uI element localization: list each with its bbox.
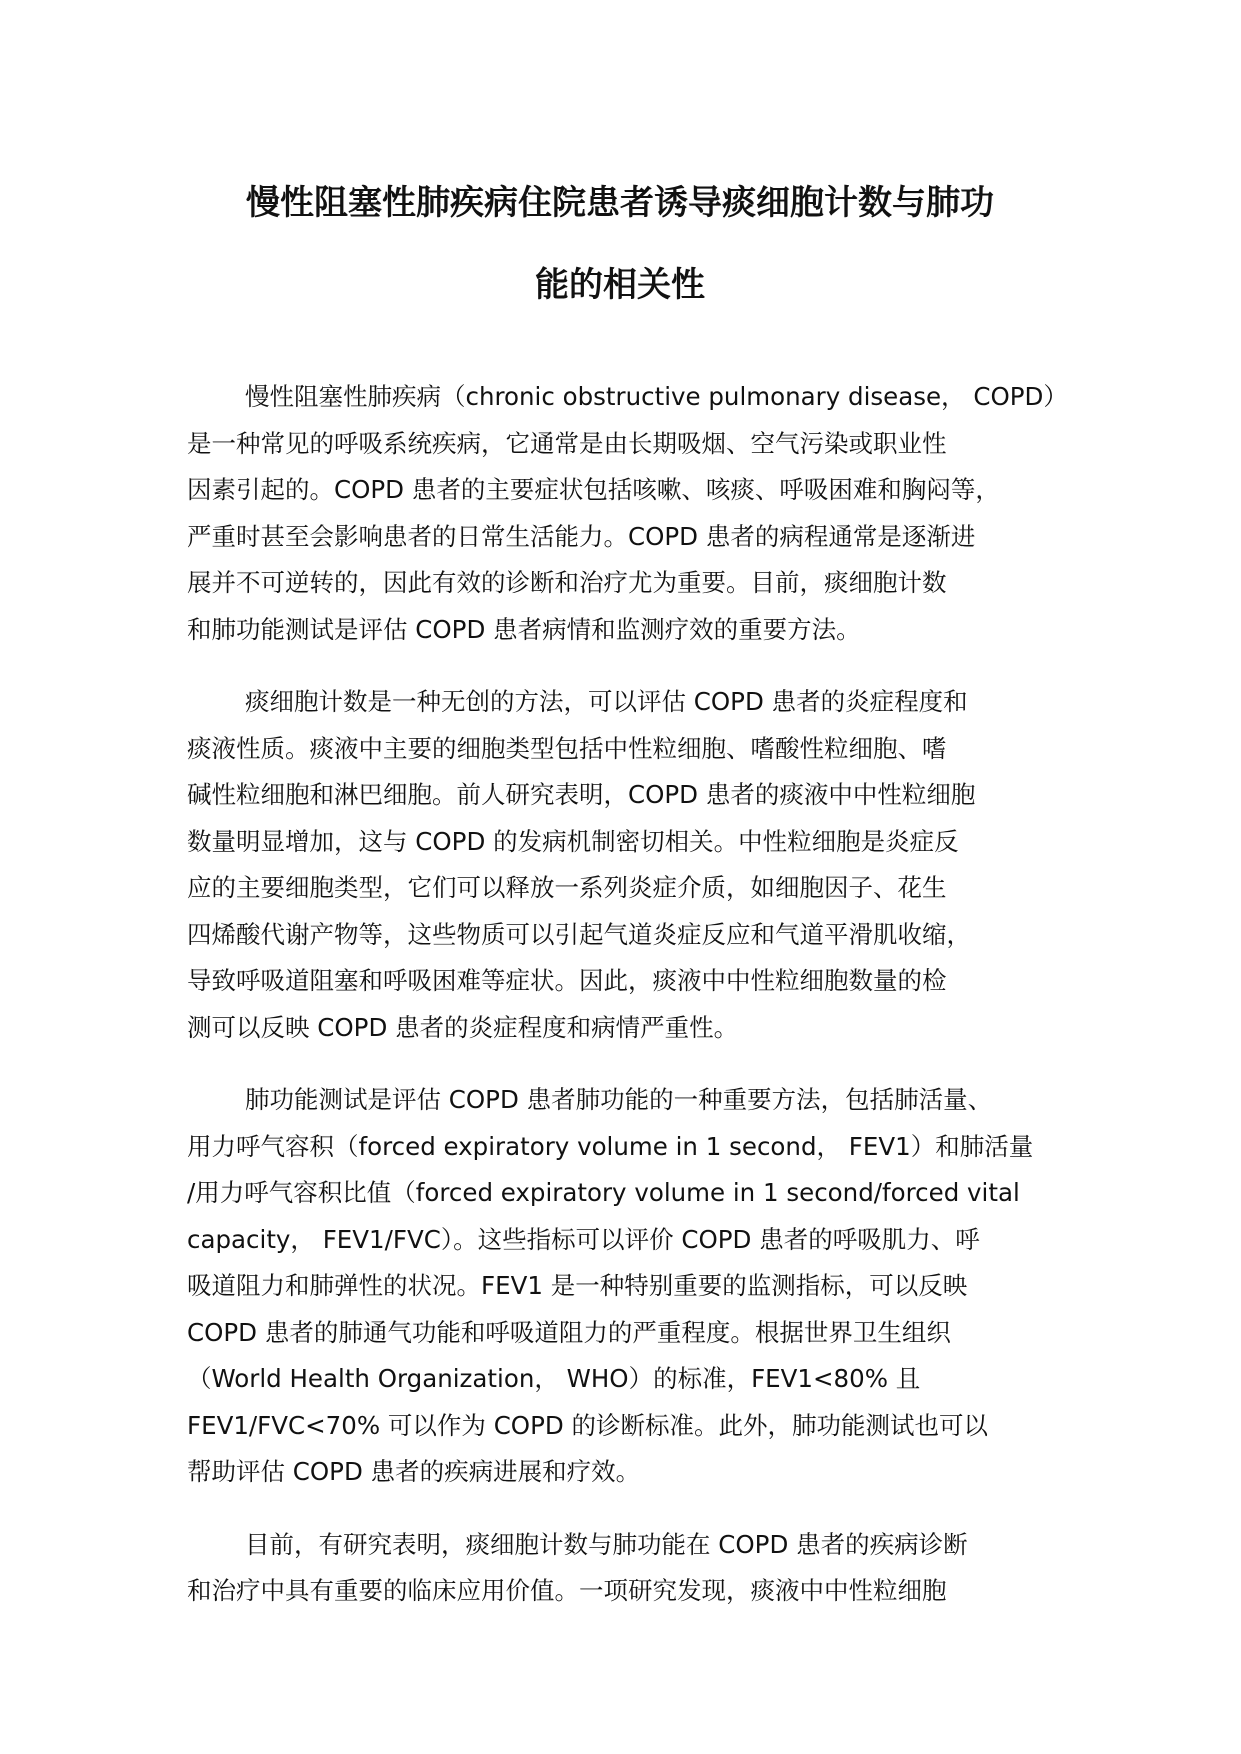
paragraph-2 — [187, 679, 1087, 1051]
text-line: 四烯酸代谢产物等，这些物质可以引起气道炎症反应和气道平滑肌收缩， — [187, 919, 971, 949]
text-line: 痰细胞计数是一种无创的方法，可以评估 COPD 患者的炎症程度和 — [245, 687, 968, 716]
text-line: FEV1/FVC<70% 可以作为 COPD 的诊断标准。此外，肺功能测试也可以 — [187, 1410, 989, 1440]
text-line: 因素引起的。COPD 患者的主要症状包括咳嗽、咳痰、呼吸困难和胸闷等， — [187, 475, 1000, 504]
document-title-line-2: 能的相关性 — [535, 265, 705, 305]
text-line: 应的主要细胞类型，它们可以释放一系列炎症介质，如细胞因子、花生 — [187, 873, 947, 902]
text-line: 和肺功能测试是评估 COPD 患者病情和监测疗效的重要方法。 — [187, 614, 861, 644]
text-line: 目前，有研究表明，痰细胞计数与肺功能在 COPD 患者的疾病诊断 — [245, 1529, 968, 1559]
text-line: capacity， FEV1/FVC）。这些指标可以评价 COPD 患者的呼吸肌力、呼 — [187, 1224, 980, 1254]
text-line: 是一种常见的呼吸系统疾病，它通常是由长期吸烟、空气污染或职业性 — [187, 428, 947, 458]
text-line: 测可以反映 COPD 患者的炎症程度和病情严重性。 — [187, 1012, 739, 1042]
document-title-line-1: 慢性阻塞性肺疾病住院患者诱导痰细胞计数与肺功 — [246, 183, 994, 223]
text-line: 展并不可逆转的，因此有效的诊断和治疗尤为重要。目前，痰细胞计数 — [187, 568, 947, 597]
paragraph-4 — [187, 1522, 1087, 1615]
text-line: /用力呼气容积比值（forced expiratory volume in 1 second/forced vital — [187, 1178, 1020, 1207]
text-line: 用力呼气容积（forced expiratory volume in 1 second， FEV1）和肺活量 — [187, 1131, 1034, 1161]
paragraph-1 — [187, 374, 1087, 653]
text-line: 吸道阻力和肺弹性的状况。FEV1 是一种特别重要的监测指标，可以反映 — [187, 1271, 968, 1300]
text-line: 痰液性质。痰液中主要的细胞类型包括中性粒细胞、嗜酸性粒细胞、嗜 — [187, 733, 947, 763]
text-line: 和治疗中具有重要的临床应用价值。一项研究发现，痰液中中性粒细胞 — [187, 1576, 947, 1605]
text-line: 数量明显增加，这与 COPD 的发病机制密切相关。中性粒细胞是炎症反 — [187, 826, 959, 856]
text-line: 帮助评估 COPD 患者的疾病进展和疗效。 — [187, 1457, 641, 1486]
paragraph-3 — [187, 1077, 1087, 1496]
text-line: （World Health Organization， WHO）的标准，FEV1<80% 且 — [187, 1364, 921, 1393]
text-line: COPD 患者的肺通气功能和呼吸道阻力的严重程度。根据世界卫生组织 — [187, 1317, 951, 1347]
text-line: 碱性粒细胞和淋巴细胞。前人研究表明，COPD 患者的痰液中中性粒细胞 — [187, 780, 976, 809]
text-line: 肺功能测试是评估 COPD 患者肺功能的一种重要方法，包括肺活量、 — [245, 1085, 993, 1114]
text-line: 慢性阻塞性肺疾病（chronic obstructive pulmonary disease， COPD） — [245, 382, 1068, 411]
text-line: 严重时甚至会影响患者的日常生活能力。COPD 患者的病程通常是逐渐进 — [187, 521, 976, 551]
document-body — [187, 374, 1087, 1641]
text-line: 导致呼吸道阻塞和呼吸困难等症状。因此，痰液中中性粒细胞数量的检 — [187, 966, 947, 995]
